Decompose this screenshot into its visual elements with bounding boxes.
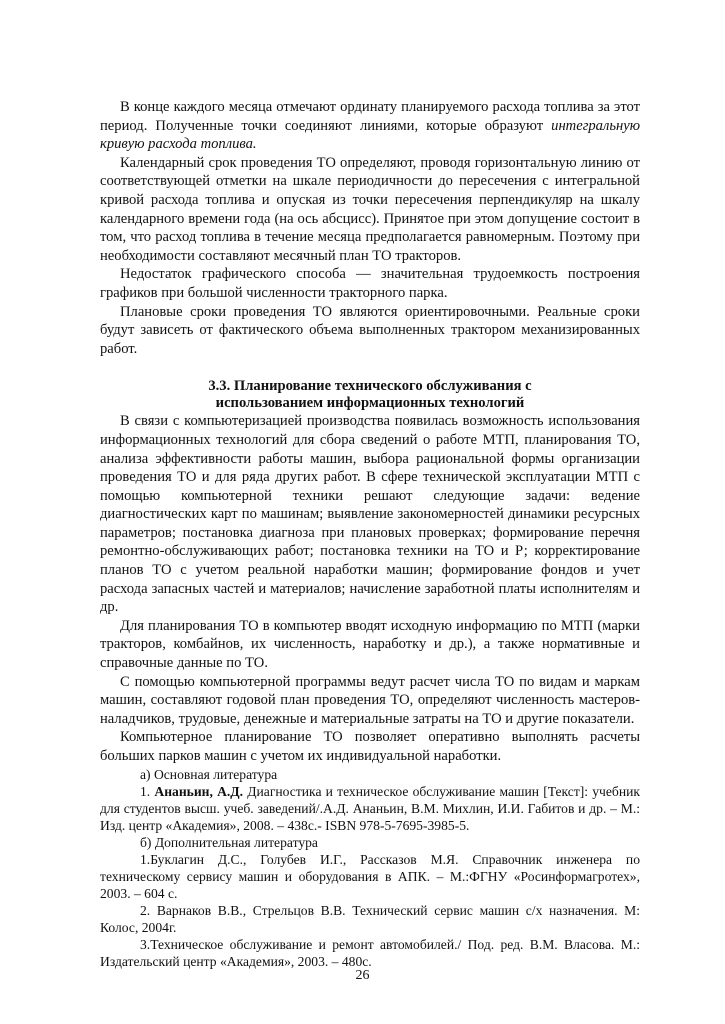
references-label-main: а) Основная литература (140, 766, 278, 782)
page-number: 26 (355, 968, 370, 983)
paragraph: В связи с компьютеризацией производства появилась возможность использования информационных технологий для сбора сведений о работе МТП, планирования ТО, анализа эффективности работы машин, выбора рациональной формы организации проведения ТО и для ряда других работ. В сфере технической эксплуатации МТП с помощью компьютерной техники решают следующие задачи: ведение диагностических карт по машинам; выявление закономерностей динамики ресурсных параметров; постановка диагноза при плановых проверках; формирование перечня ремонтно-обслуживающих работ; постановка техники на ТО и Р; корректирование планов ТО с учетом реальной наработки машин; формирование фондов и учет расхода запасных частей и материалов; начисление заработной платы исполнителям и др. (100, 413, 640, 616)
references (100, 766, 640, 970)
references-label-additional: б) Дополнительная литература (140, 834, 318, 850)
paragraph: Недостаток графического способа — значительная трудоемкость построения графиков при большой численности тракторного парка. (100, 266, 640, 301)
paragraph: С помощью компьютерной программы ведут расчет числа ТО по видам и маркам машин, составляют годовой план проведения ТО, определяют численность мастеров-наладчиков, трудовые, денежные и материальные затраты на ТО и другие показатели. (100, 673, 640, 727)
reference-author: Ананьин, А.Д. (154, 783, 244, 799)
paragraph: Календарный срок проведения ТО определяют, проводя горизонтальную линию от соответствующей отметки на шкале периодичности до пересечения с интегральной кривой расхода топлива и опуская из точки пересечения перпендикуляр на шкалу календарного времени года (на ось абсцисс). Принятое при этом допущение состоит в том, что расход топлива в течение месяца предполагается равномерным. Поэтому при необходимости составляют месячный план ТО тракторов. (100, 154, 640, 264)
reference-item (100, 783, 640, 834)
reference-number: 1. (140, 783, 155, 799)
section-heading: 3.3. Планирование технического обслуживания с использованием информационных технологий (208, 378, 532, 412)
reference-item: 1.Буклагин Д.С., Голубев И.Г., Рассказов М.Я. Справочник инженера по техническому сервису машин и оборудования в АПК. – М.:ФГНУ «Росинформагротех», 2003. – 604 с. (100, 851, 640, 901)
paragraph (100, 98, 640, 154)
page-body (100, 98, 640, 970)
paragraph: Для планирования ТО в компьютер вводят исходную информацию по МТП (марки тракторов, комбайнов, их численность, наработку и др.), а также нормативные и справочные данные по ТО. (100, 617, 640, 672)
paragraph: Компьютерное планирование ТО позволяет оперативно выполнять расчеты больших парков машин с учетом их индивидуальной наработки. (100, 729, 640, 764)
paragraph-text: В конце каждого месяца отмечают ординату планируемого расхода топлива за этот период. Полученные точки соединяют линиями, которые образуют (100, 99, 640, 134)
paragraph: Плановые сроки проведения ТО являются ориентировочными. Реальные сроки будут зависеть от фактического объема выполненных трактором механизированных работ. (100, 303, 640, 357)
reference-text: Диагностика и техническое обслуживание машин [Текст]: учебник для студентов высш. учеб. заведений/.А.Д. Ананьин, В.М. Михлин, И.И. Габитов и др. – М.: Изд. центр «Академия», 2008. – 438с.- ISBN 978-5-7695-3985-5. (100, 783, 640, 833)
emphasis-text: интегральную кривую расхода топлива. (100, 117, 640, 153)
reference-item: 2. Варнаков В.В., Стрельцов В.В. Технический сервис машин с/х назначения. М: Колос, 2004г. (100, 902, 640, 935)
reference-item: 3.Техническое обслуживание и ремонт автомобилей./ Под. ред. В.М. Власова. М.: Издательский центр «Академия», 2003. – 480с. (100, 936, 640, 969)
